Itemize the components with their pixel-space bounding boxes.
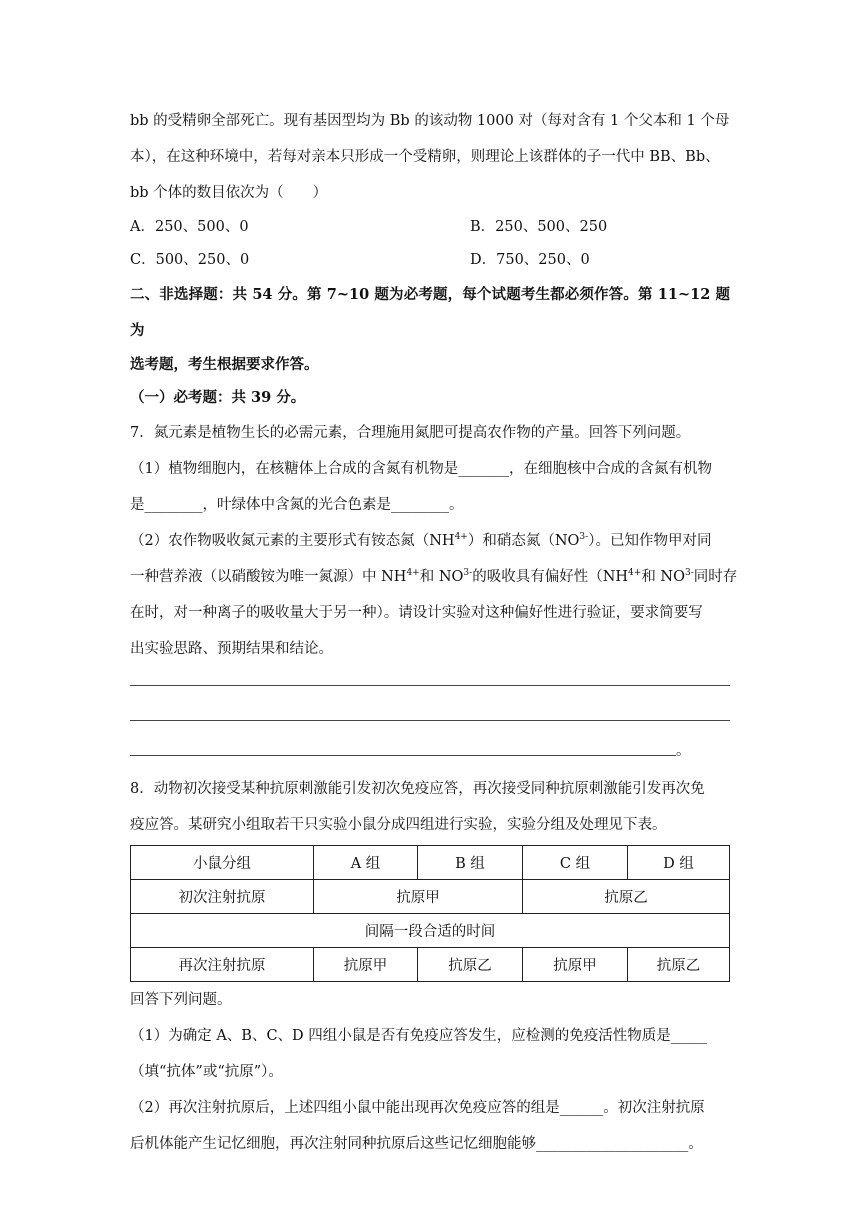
- q7-stem: 7．氮元素是植物生长的必需元素，合理施用氮肥可提高农作物的产量。回答下列问题。: [130, 425, 691, 441]
- experiment-table: [130, 845, 730, 982]
- table-header-a: A 组: [314, 846, 418, 880]
- table-header-c: C 组: [523, 846, 628, 880]
- q6-line-2: 本），在这种环境中，若每对亲本只形成一个受精卵，则理论上该群体的子一代中 BB、Bb、: [130, 149, 720, 165]
- option-a: A．250、500、0: [130, 219, 249, 235]
- table-cell: 抗原甲: [314, 880, 523, 914]
- q7-part2-line-3: 在时，对一种离子的吸收量大于另一种）。请设计实验对这种偏好性进行验证，要求简要写: [130, 605, 703, 621]
- section-2-heading-line-1: 二、非选择题：共 54 分。第 7~10 题为必考题，每个试题考生都必须作答。第 11~12 题为: [130, 286, 730, 339]
- q7-part1-line-1: （1）植物细胞内，在核糖体上合成的含氮有机物是_______，在细胞核中合成的含氮有机物: [130, 461, 712, 477]
- table-cell: 抗原甲: [523, 948, 628, 982]
- q7-part1-line-2: 是________，叶绿体中含氮的光合色素是________。: [130, 497, 464, 513]
- table-cell: 初次注射抗原: [131, 880, 314, 914]
- table-cell: 抗原乙: [628, 948, 730, 982]
- table-header-d: D 组: [628, 846, 730, 880]
- q8-part2-line-2: 后机体能产生记忆细胞，再次注射同种抗原后这些记忆细胞能够_____________________。: [130, 1136, 703, 1152]
- q8-stem-line-2: 疫应答。某研究小组取若干只实验小鼠分成四组进行实验，实验分组及处理见下表。: [130, 817, 667, 833]
- q7-part2-line-2: 一种营养液（以硝酸铵为唯一氮源）中 $NH^{4+}$和 $NO^{3-}$的吸收具有偏好性（$NH^{4+}$和 $NO^{3-}$同时存: [130, 568, 738, 585]
- q6-line-1: bb 的受精卵全部死亡。现有基因型均为 Bb 的该动物 1000 对（每对含有 1 个父本和 1 个母: [130, 113, 730, 129]
- q8-stem-line-1: 8．动物初次接受某种抗原刺激能引发初次免疫应答，再次接受同种抗原刺激能引发再次免: [130, 781, 705, 797]
- table-cell: 间隔一段合适的时间: [131, 914, 730, 948]
- q6-line-3: bb 个体的数目依次为（ ）: [130, 185, 328, 201]
- option-d: D．750、250、0: [470, 252, 590, 268]
- q7-part2-line-1: （2）农作物吸收氮元素的主要形式有铵态氮$(NH^{4+})$和硝态氮$(NO^{3-})$。已知作物甲对同: [130, 532, 712, 549]
- table-row: [131, 914, 730, 948]
- q6-options-row-2: [130, 244, 730, 277]
- q8-part1-line-1: （1）为确定 A、B、C、D 四组小鼠是否有免疫应答发生，应检测的免疫活性物质是_____: [130, 1028, 708, 1044]
- section-2-subheading: （一）必考题：共 39 分。: [130, 389, 306, 406]
- answer-line-3-row: [130, 721, 730, 759]
- section-2-heading-line-2: 选考题，考生根据要求作答。: [130, 356, 319, 373]
- document-page: [130, 100, 738, 1162]
- option-c: C．500、250、0: [130, 252, 250, 268]
- table-cell: 再次注射抗原: [131, 948, 314, 982]
- q6-options-row-1: [130, 211, 730, 244]
- table-cell: 抗原乙: [418, 948, 523, 982]
- answer-line-1: [130, 685, 730, 686]
- q8-part2-line-1: （2）再次注射抗原后，上述四组小鼠中能出现再次免疫应答的组是______。初次注射抗原: [130, 1100, 705, 1116]
- answer-line-3: [130, 755, 676, 756]
- table-header-b: B 组: [418, 846, 523, 880]
- table-cell: 抗原乙: [523, 880, 730, 914]
- table-row: [131, 846, 730, 880]
- option-b: B．250、500、250: [470, 219, 608, 235]
- table-header-group: 小鼠分组: [131, 846, 314, 880]
- table-row: [131, 948, 730, 982]
- q8-after-table: 回答下列问题。: [130, 992, 232, 1008]
- table-row: [131, 880, 730, 914]
- table-cell: 抗原甲: [314, 948, 418, 982]
- q7-part2-line-4: 出实验思路、预期结果和结论。: [130, 641, 333, 657]
- q8-part1-line-2: （填“抗体”或“抗原”）。: [130, 1064, 283, 1080]
- answer-end-mark: 。: [676, 743, 691, 759]
